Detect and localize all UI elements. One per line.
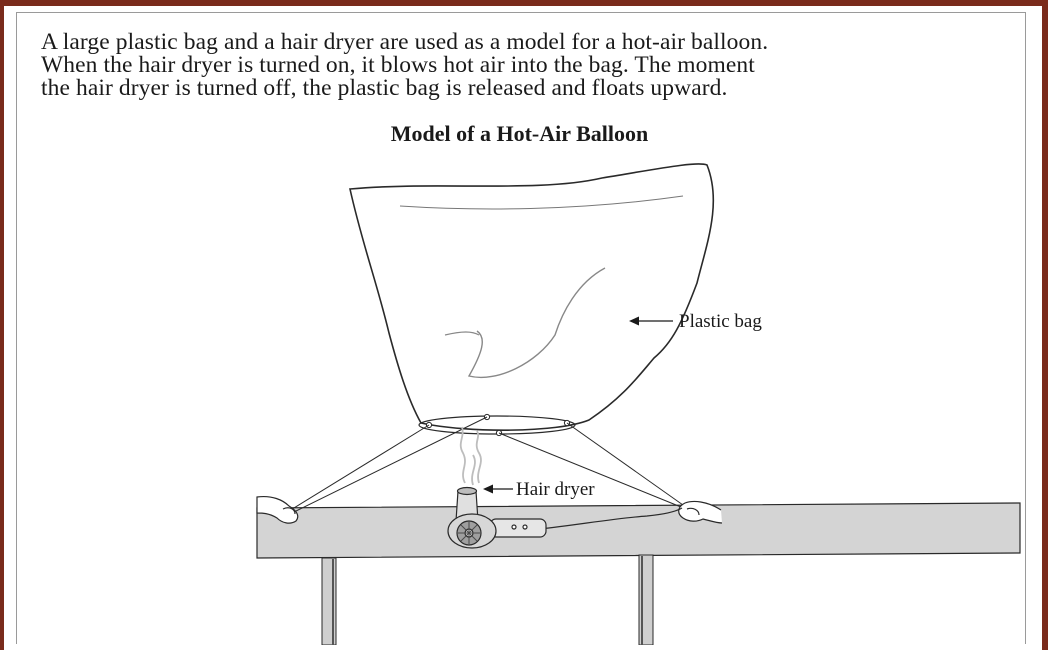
hair-dryer-callout <box>483 479 595 500</box>
holding-strings <box>289 417 683 513</box>
passage-line: A large plastic bag and a hair dryer are used as a model for a hot-air balloon. <box>41 29 769 55</box>
hair-dryer-label: Hair dryer <box>516 479 595 500</box>
window-frame-top <box>0 0 1048 6</box>
table <box>257 503 1020 645</box>
figure-title: Model of a Hot-Air Balloon <box>390 121 649 146</box>
table-top <box>257 503 1020 558</box>
question-panel <box>16 12 1026 644</box>
window-frame-left <box>0 0 4 650</box>
plastic-bag-label: Plastic bag <box>679 311 762 332</box>
hair-dryer-handle <box>490 519 546 537</box>
passage-line: When the hair dryer is turned on, it blows hot air into the bag. The moment <box>41 52 755 78</box>
plastic-bag-outline <box>350 164 713 430</box>
plastic-bag <box>350 164 713 436</box>
window-frame-right <box>1042 0 1048 650</box>
hot-air-balloon-illustration <box>17 13 1027 645</box>
hot-air-wisps <box>461 427 481 485</box>
passage-line: the hair dryer is turned off, the plastic bag is released and floats upward. <box>41 75 728 101</box>
